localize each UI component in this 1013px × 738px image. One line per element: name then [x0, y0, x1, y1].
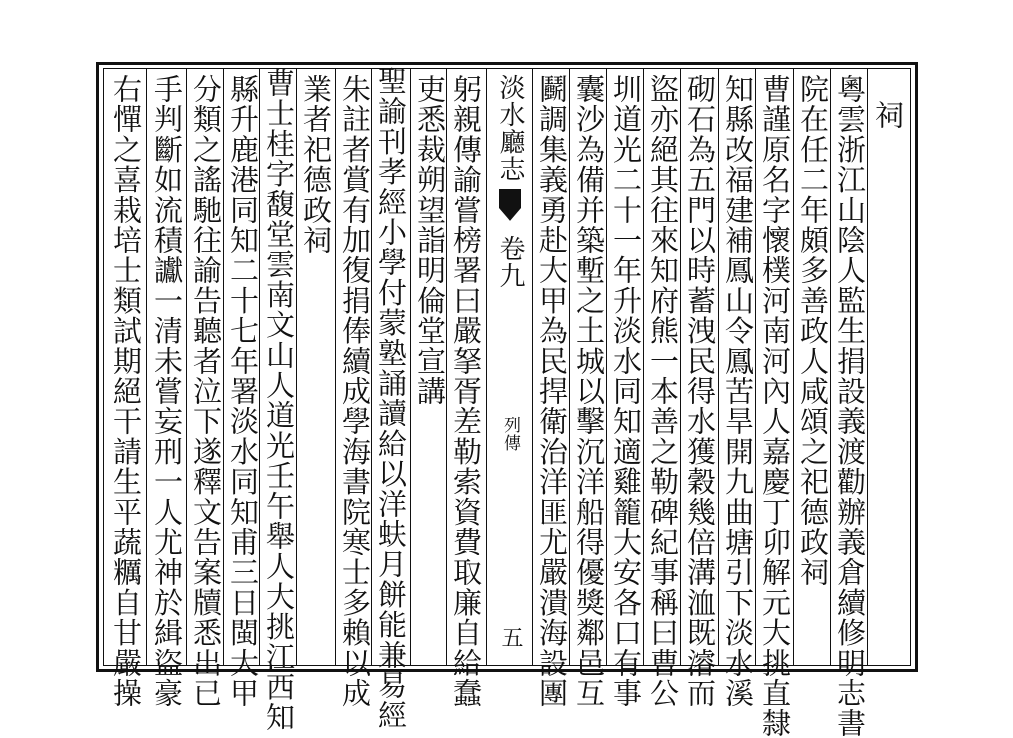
text-column: 祠 — [871, 100, 905, 131]
text-column: 粵雲浙江山陰人監生捐設義渡勸辦義倉續修明志書 — [833, 74, 867, 738]
text-column: 鬬調集義勇赴大甲為民捍衛治洋匪尤嚴潰海設團 — [535, 74, 569, 709]
fish-tail-mark — [499, 189, 521, 221]
page-spine — [486, 68, 532, 666]
text-column: 縣升鹿港同知二十七年署淡水同知甫三日閩大甲 — [226, 74, 260, 709]
text-column: 院在任二年頗多善政人咸頌之祀德政祠 — [796, 74, 830, 588]
text-column: 曹謹原名字懷樸河南河內人嘉慶丁卯解元大挑直隸 — [758, 74, 792, 738]
book-title: 淡水廳志 — [495, 74, 525, 183]
text-column: 朱註者賞有加復捐俸續成學海書院寒士多賴以成 — [338, 74, 372, 709]
text-column: 分類之謠馳往諭告聽者泣下遂釋文告案牘悉出已 — [189, 74, 223, 709]
text-column: 右憚之喜栽培士類試期絕干請生平蔬糲自甘嚴操 — [109, 74, 143, 709]
text-column: 吏悉裁朔望詣明倫堂宣講 — [413, 74, 447, 407]
text-column: 躬親傳諭嘗榜署曰嚴拏胥差勒索資費取廉自給蠢 — [449, 74, 483, 709]
text-column: 盜亦絕其往來知府熊一本善之勒碑紀事稱曰曹公 — [646, 74, 680, 709]
text-column: 囊沙為備并築塹之土城以擊沉洋船得優獎鄰邑互 — [572, 74, 606, 709]
text-column: 聖諭刊孝經小學付蒙塾誦讀給以洋蚨月餅能兼易經 — [374, 66, 408, 731]
text-column: 知縣改福建補鳳山令鳳苦旱開九曲塘引下淡水溪 — [721, 74, 755, 709]
page-number: 五 — [498, 626, 523, 650]
column-rule — [146, 68, 147, 666]
spine-text — [492, 74, 528, 289]
text-column: 手判斷如流積讞一清未嘗妄刑一人尤神於緝盜豪 — [150, 74, 184, 709]
text-column: 曹士桂字馥堂雲南文山人道光壬午舉人大挑江西知 — [262, 68, 296, 733]
text-column: 業者祀德政祠 — [299, 74, 333, 256]
spine-section-col — [492, 330, 528, 452]
volume-label: 卷九 — [495, 234, 525, 290]
section-label: 列傳 — [500, 416, 520, 453]
text-column: 砌石為五門以時蓄洩民得水獲穀幾倍溝洫既濬而 — [683, 74, 717, 709]
spine-page-col — [492, 538, 528, 649]
text-column: 圳道光二十一年升淡水同知適雞籠大安各口有事 — [609, 74, 643, 709]
